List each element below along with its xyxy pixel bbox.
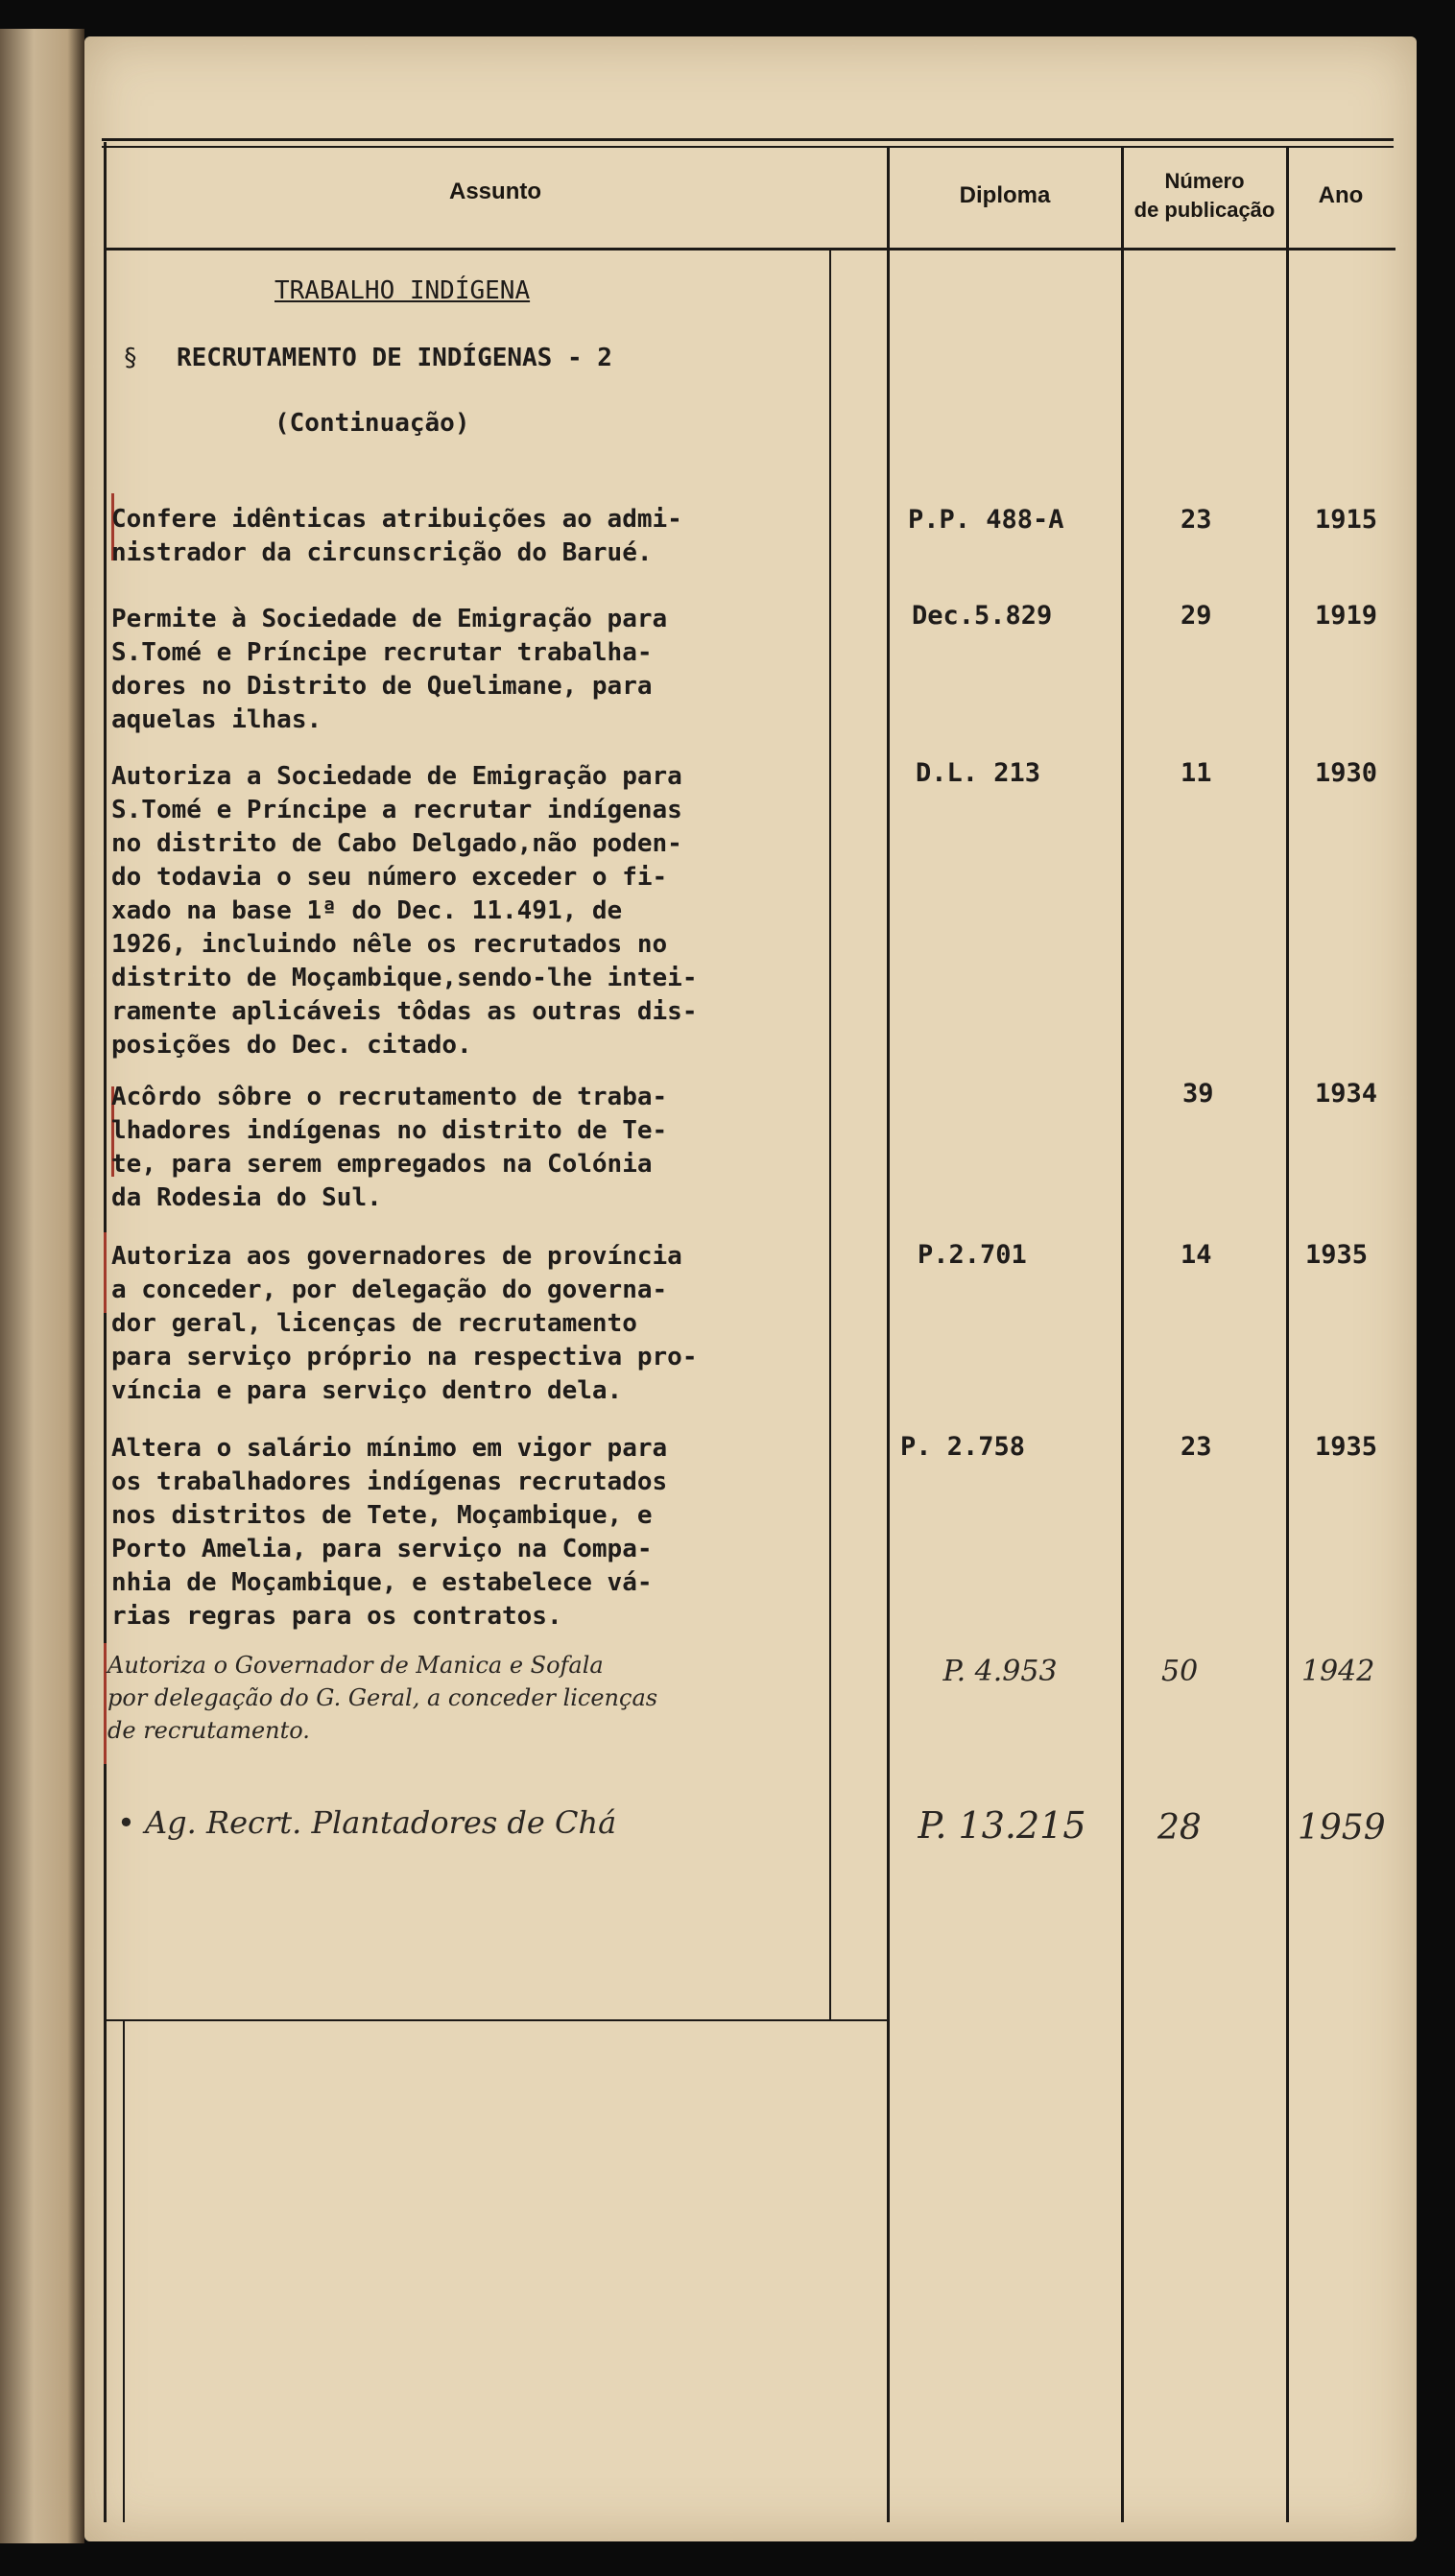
entry-ano: 1915 — [1315, 505, 1378, 535]
margin-mark — [104, 1232, 107, 1313]
entry-numero: 39 — [1182, 1079, 1214, 1109]
entry-assunto: Autoriza aos governadores de província a conceder, por delegação do governa- dor geral, licenças de recrutamento para serviço próprio na respectiva pro- víncia e para serviço dentro dela. — [111, 1242, 698, 1405]
entry-numero: 29 — [1181, 601, 1212, 631]
handwritten-assunto: Autoriza o Governador de Manica e Sofala por delegação do G. Geral, a conceder licenças de recrutamento. — [107, 1652, 658, 1744]
header-diploma: Diploma — [959, 182, 1051, 208]
entry-diploma: Dec.5.829 — [912, 601, 1053, 631]
document-page — [84, 36, 1417, 2541]
entry-diploma: P.P. 488-A — [908, 505, 1064, 535]
entry-assunto: Altera o salário mínimo em vigor para os trabalhadores indígenas recrutados nos distritos de Tete, Moçambique, e Porto Amelia, para serviço na Compa- nhia de Moçambique, e estabelece vá- rias regras para os contratos. — [111, 1434, 668, 1631]
entry-numero: 11 — [1181, 758, 1212, 788]
left-border — [104, 142, 107, 2522]
entry-ano: 1935 — [1315, 1432, 1378, 1462]
entry-numero: 23 — [1181, 1432, 1212, 1462]
entry-ano: 1934 — [1315, 1079, 1378, 1109]
section-title: TRABALHO INDÍGENA — [274, 276, 531, 305]
entry-assunto: Acôrdo sôbre o recrutamento de traba- lhadores indígenas no distrito de Te- te, para serem empregados na Colónia da Rodesia do Sul. — [111, 1083, 668, 1212]
section-subtitle: RECRUTAMENTO DE INDÍGENAS - 2 — [177, 344, 612, 372]
handwritten-assunto: • Ag. Recrt. Plantadores de Chá — [117, 1804, 617, 1841]
handwritten-diploma: P. 4.953 — [942, 1655, 1058, 1688]
top-rule — [102, 146, 1394, 148]
handwritten-ano: 1942 — [1301, 1655, 1375, 1688]
lower-left-rule — [123, 2021, 125, 2522]
lower-rule — [104, 2019, 889, 2021]
entry-ano: 1919 — [1315, 601, 1378, 631]
margin-mark — [104, 1643, 107, 1764]
header-bottom-rule — [104, 248, 1395, 250]
entry-numero: 23 — [1181, 505, 1212, 535]
col-divider-assunto-inner — [829, 250, 831, 2021]
col-divider-diploma — [1121, 146, 1124, 2522]
entry-assunto: Autoriza a Sociedade de Emigração para S.Tomé e Príncipe a recrutar indígenas no distrito de Cabo Delgado,não poden- do todavia o seu número exceder o fi- xado na base 1ª do Dec. 11.491, de 1926, incluindo nêle os recrutados no distrito de Moçambique,sendo-lhe intei- ramente aplicáveis tôdas as outras dis- posições do Dec. citado. — [111, 762, 698, 1060]
entry-numero: 14 — [1181, 1240, 1212, 1270]
handwritten-ano: 1959 — [1298, 1808, 1386, 1848]
header-ano: Ano — [1318, 182, 1364, 208]
header-numero-line2: de publicação — [1133, 198, 1276, 222]
entry-assunto: Permite à Sociedade de Emigração para S.Tomé e Príncipe recrutar trabalha- dores no Distrito de Quelimane, para aquelas ilhas. — [111, 605, 668, 734]
section-subtitle-prefix: § — [123, 344, 138, 372]
entry-assunto: Confere idênticas atribuições ao admi- nistrador da circunscrição do Barué. — [111, 505, 682, 567]
entry-diploma: P.2.701 — [918, 1240, 1027, 1270]
header-assunto: Assunto — [449, 179, 541, 204]
entry-diploma: P. 2.758 — [900, 1432, 1026, 1462]
entry-ano: 1930 — [1315, 758, 1378, 788]
entry-diploma: D.L. 213 — [916, 758, 1041, 788]
handwritten-numero: 28 — [1157, 1808, 1202, 1848]
entry-ano: 1935 — [1305, 1240, 1369, 1270]
handwritten-diploma: P. 13.215 — [918, 1804, 1086, 1847]
col-divider-assunto — [887, 146, 890, 2522]
top-double-rule — [102, 138, 1394, 141]
col-divider-numero — [1286, 146, 1289, 2522]
section-continuation: (Continuação) — [274, 409, 470, 438]
binder-edge — [0, 29, 84, 2543]
handwritten-numero: 50 — [1161, 1655, 1199, 1688]
header-numero — [1123, 167, 1286, 225]
header-numero-line1: Número — [1164, 169, 1245, 193]
